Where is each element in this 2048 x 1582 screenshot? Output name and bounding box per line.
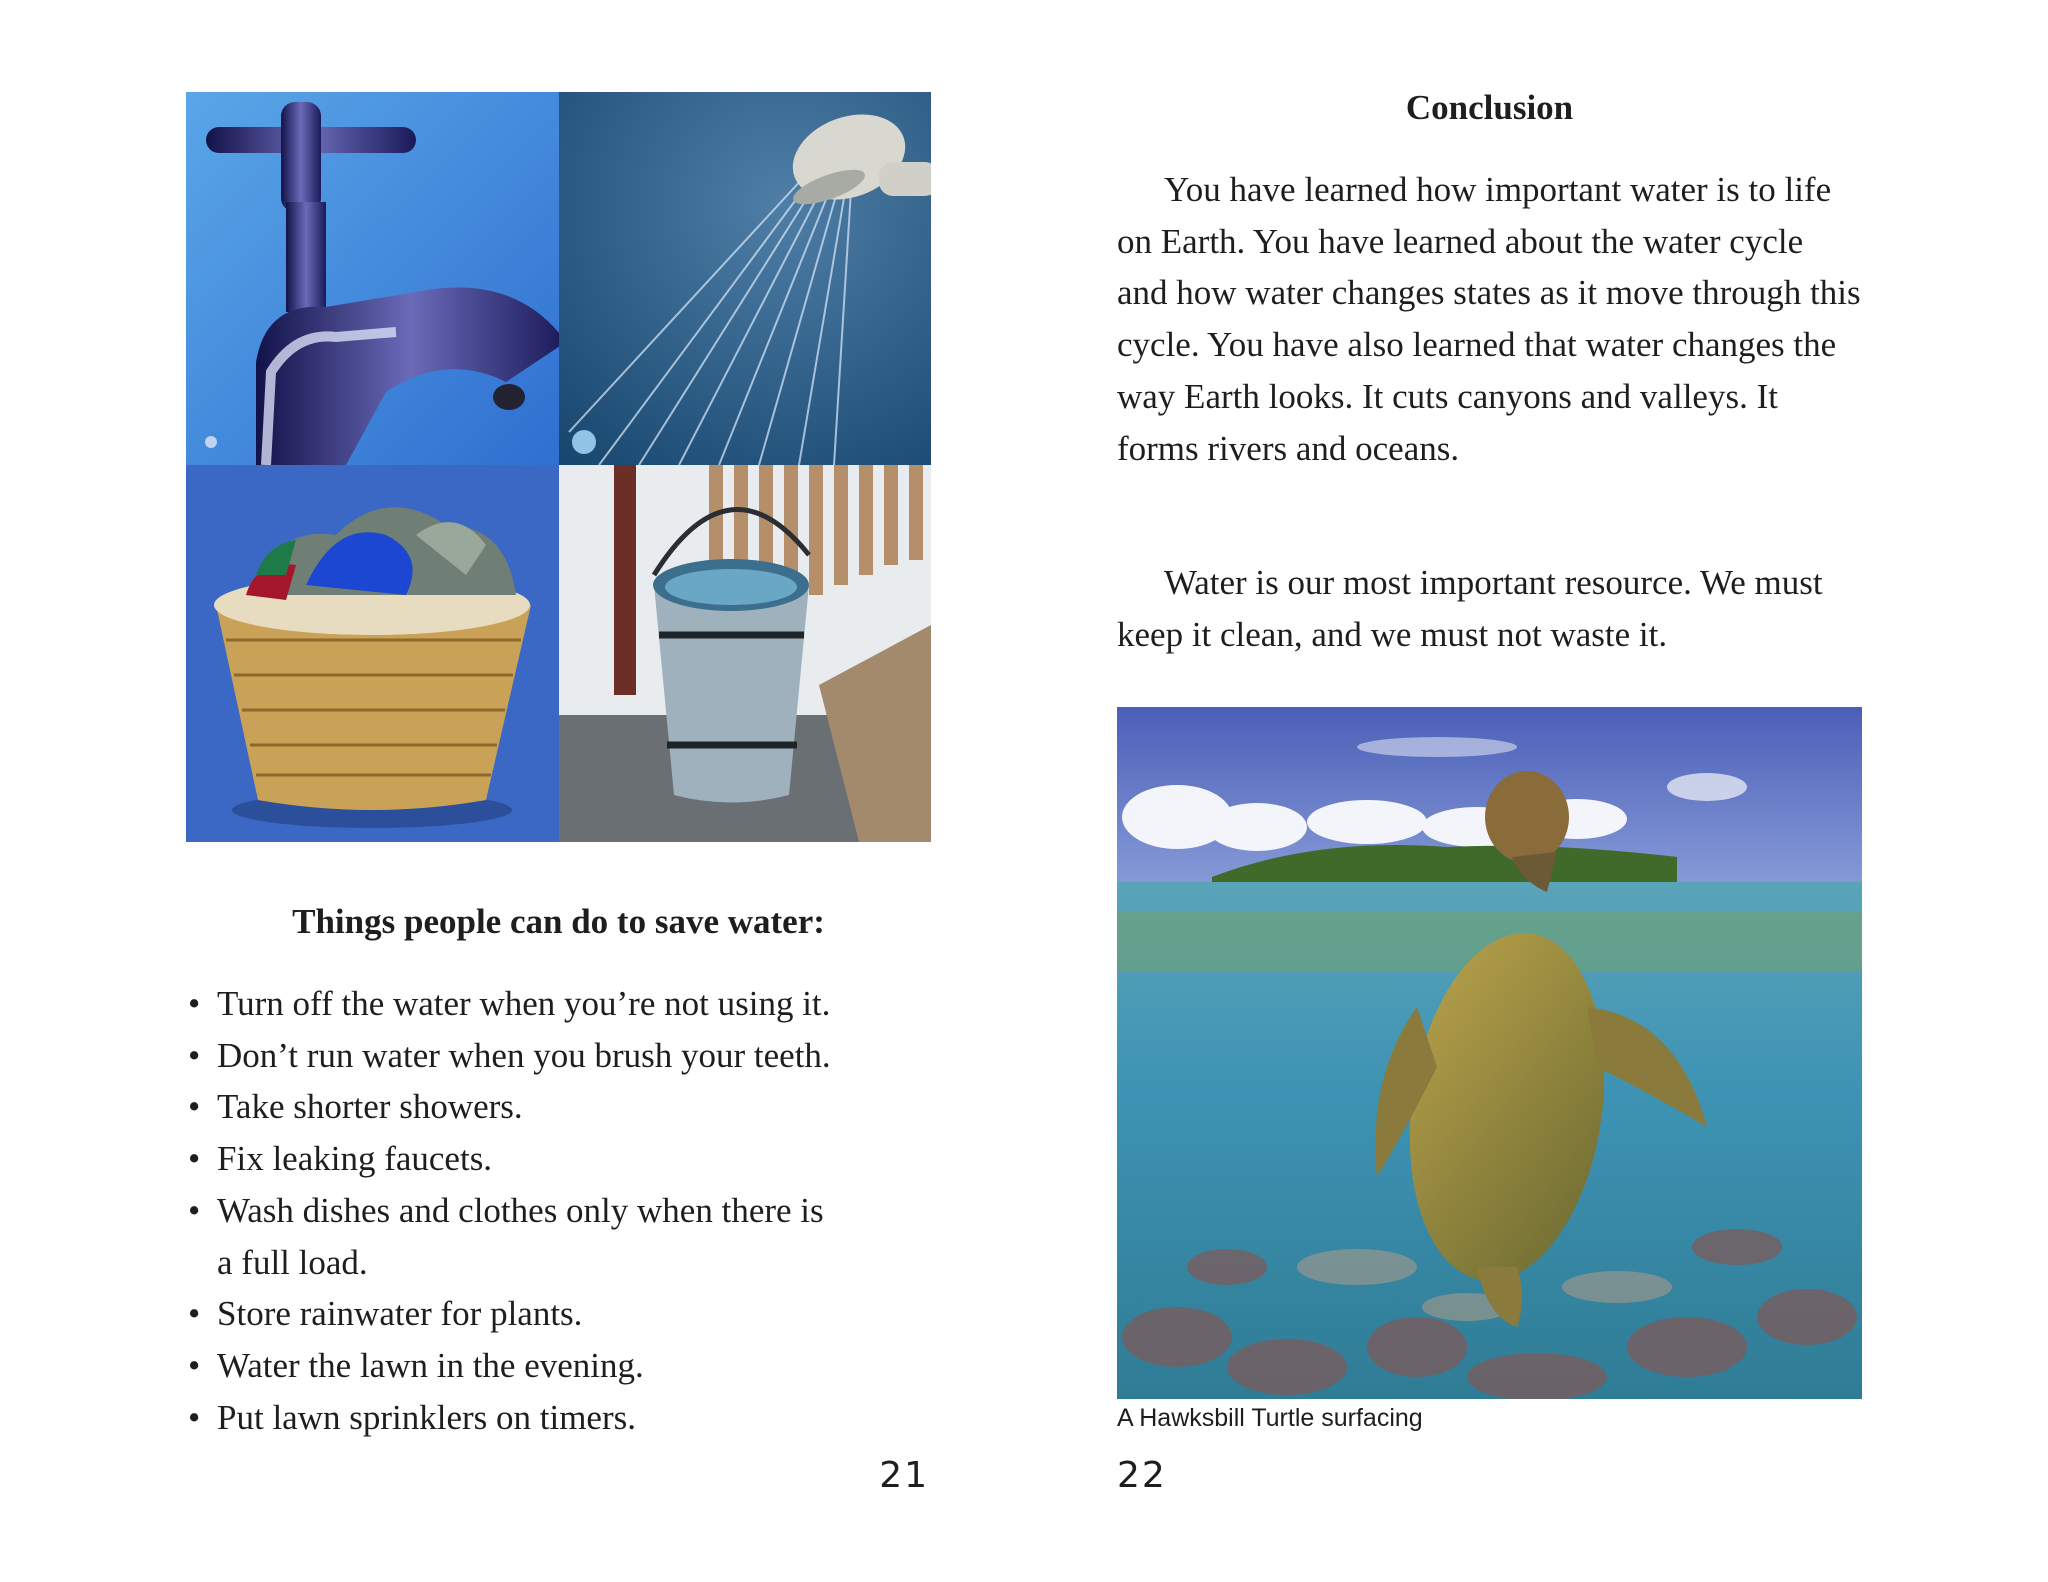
list-item [186, 1030, 946, 1082]
bullet-icon: • [188, 1087, 201, 1127]
list-item [186, 1133, 946, 1185]
tip-text: Water the lawn in the evening. [217, 1345, 644, 1385]
bullet-icon: • [188, 1294, 201, 1334]
conclusion-paragraph-1: You have learned how important water is to life on Earth. You have learned about the water cycle and how water changes states as it move through this cycle. You have also learned that water changes the way Earth looks. It cuts canyons and valleys. It forms rivers and oceans. [1117, 170, 1861, 468]
tip-text: Store rainwater for plants. [217, 1294, 583, 1334]
bullet-icon: • [188, 1345, 201, 1385]
laundry-basket-photo [186, 465, 559, 842]
tip-text: Put lawn sprinklers on timers. [217, 1397, 636, 1437]
photo-caption: A Hawksbill Turtle surfacing [1117, 1404, 1423, 1432]
conclusion-heading: Conclusion [1405, 88, 1574, 127]
page-number-left: 21 [879, 1455, 929, 1496]
list-item [186, 1288, 946, 1340]
water-saving-tips-list [186, 978, 946, 1443]
list-item [186, 1081, 946, 1133]
conclusion-paragraph-2: Water is our most important resource. We must keep it clean, and we must not waste it. [1117, 563, 1823, 654]
faucet-photo [186, 92, 559, 465]
shower-photo [559, 92, 931, 465]
tip-text: Fix leaking faucets. [217, 1139, 493, 1179]
bullet-icon: • [188, 984, 201, 1023]
bullet-icon: • [188, 1397, 201, 1437]
list-item [186, 1392, 946, 1444]
tip-text: Take shorter showers. [217, 1087, 523, 1127]
list-item [186, 1340, 946, 1392]
hawksbill-turtle-photo [1117, 707, 1862, 1399]
bullet-icon: • [188, 1139, 201, 1179]
page-22 [1024, 0, 2048, 1582]
tip-text: Turn off the water when you’re not using it. [217, 984, 831, 1023]
water-bucket-photo [559, 465, 931, 842]
water-use-photo-collage [186, 92, 931, 842]
page-number-right: 22 [1117, 1455, 1167, 1496]
tips-heading: Things people can do to save water: [292, 902, 825, 941]
list-item [186, 978, 946, 1030]
bullet-icon: • [188, 1190, 201, 1230]
list-item [186, 1185, 837, 1288]
tip-text: Wash dishes and clothes only when there is a full load. [217, 1190, 824, 1282]
bullet-icon: • [188, 1035, 201, 1075]
tip-text: Don’t run water when you brush your teeth. [217, 1035, 831, 1075]
